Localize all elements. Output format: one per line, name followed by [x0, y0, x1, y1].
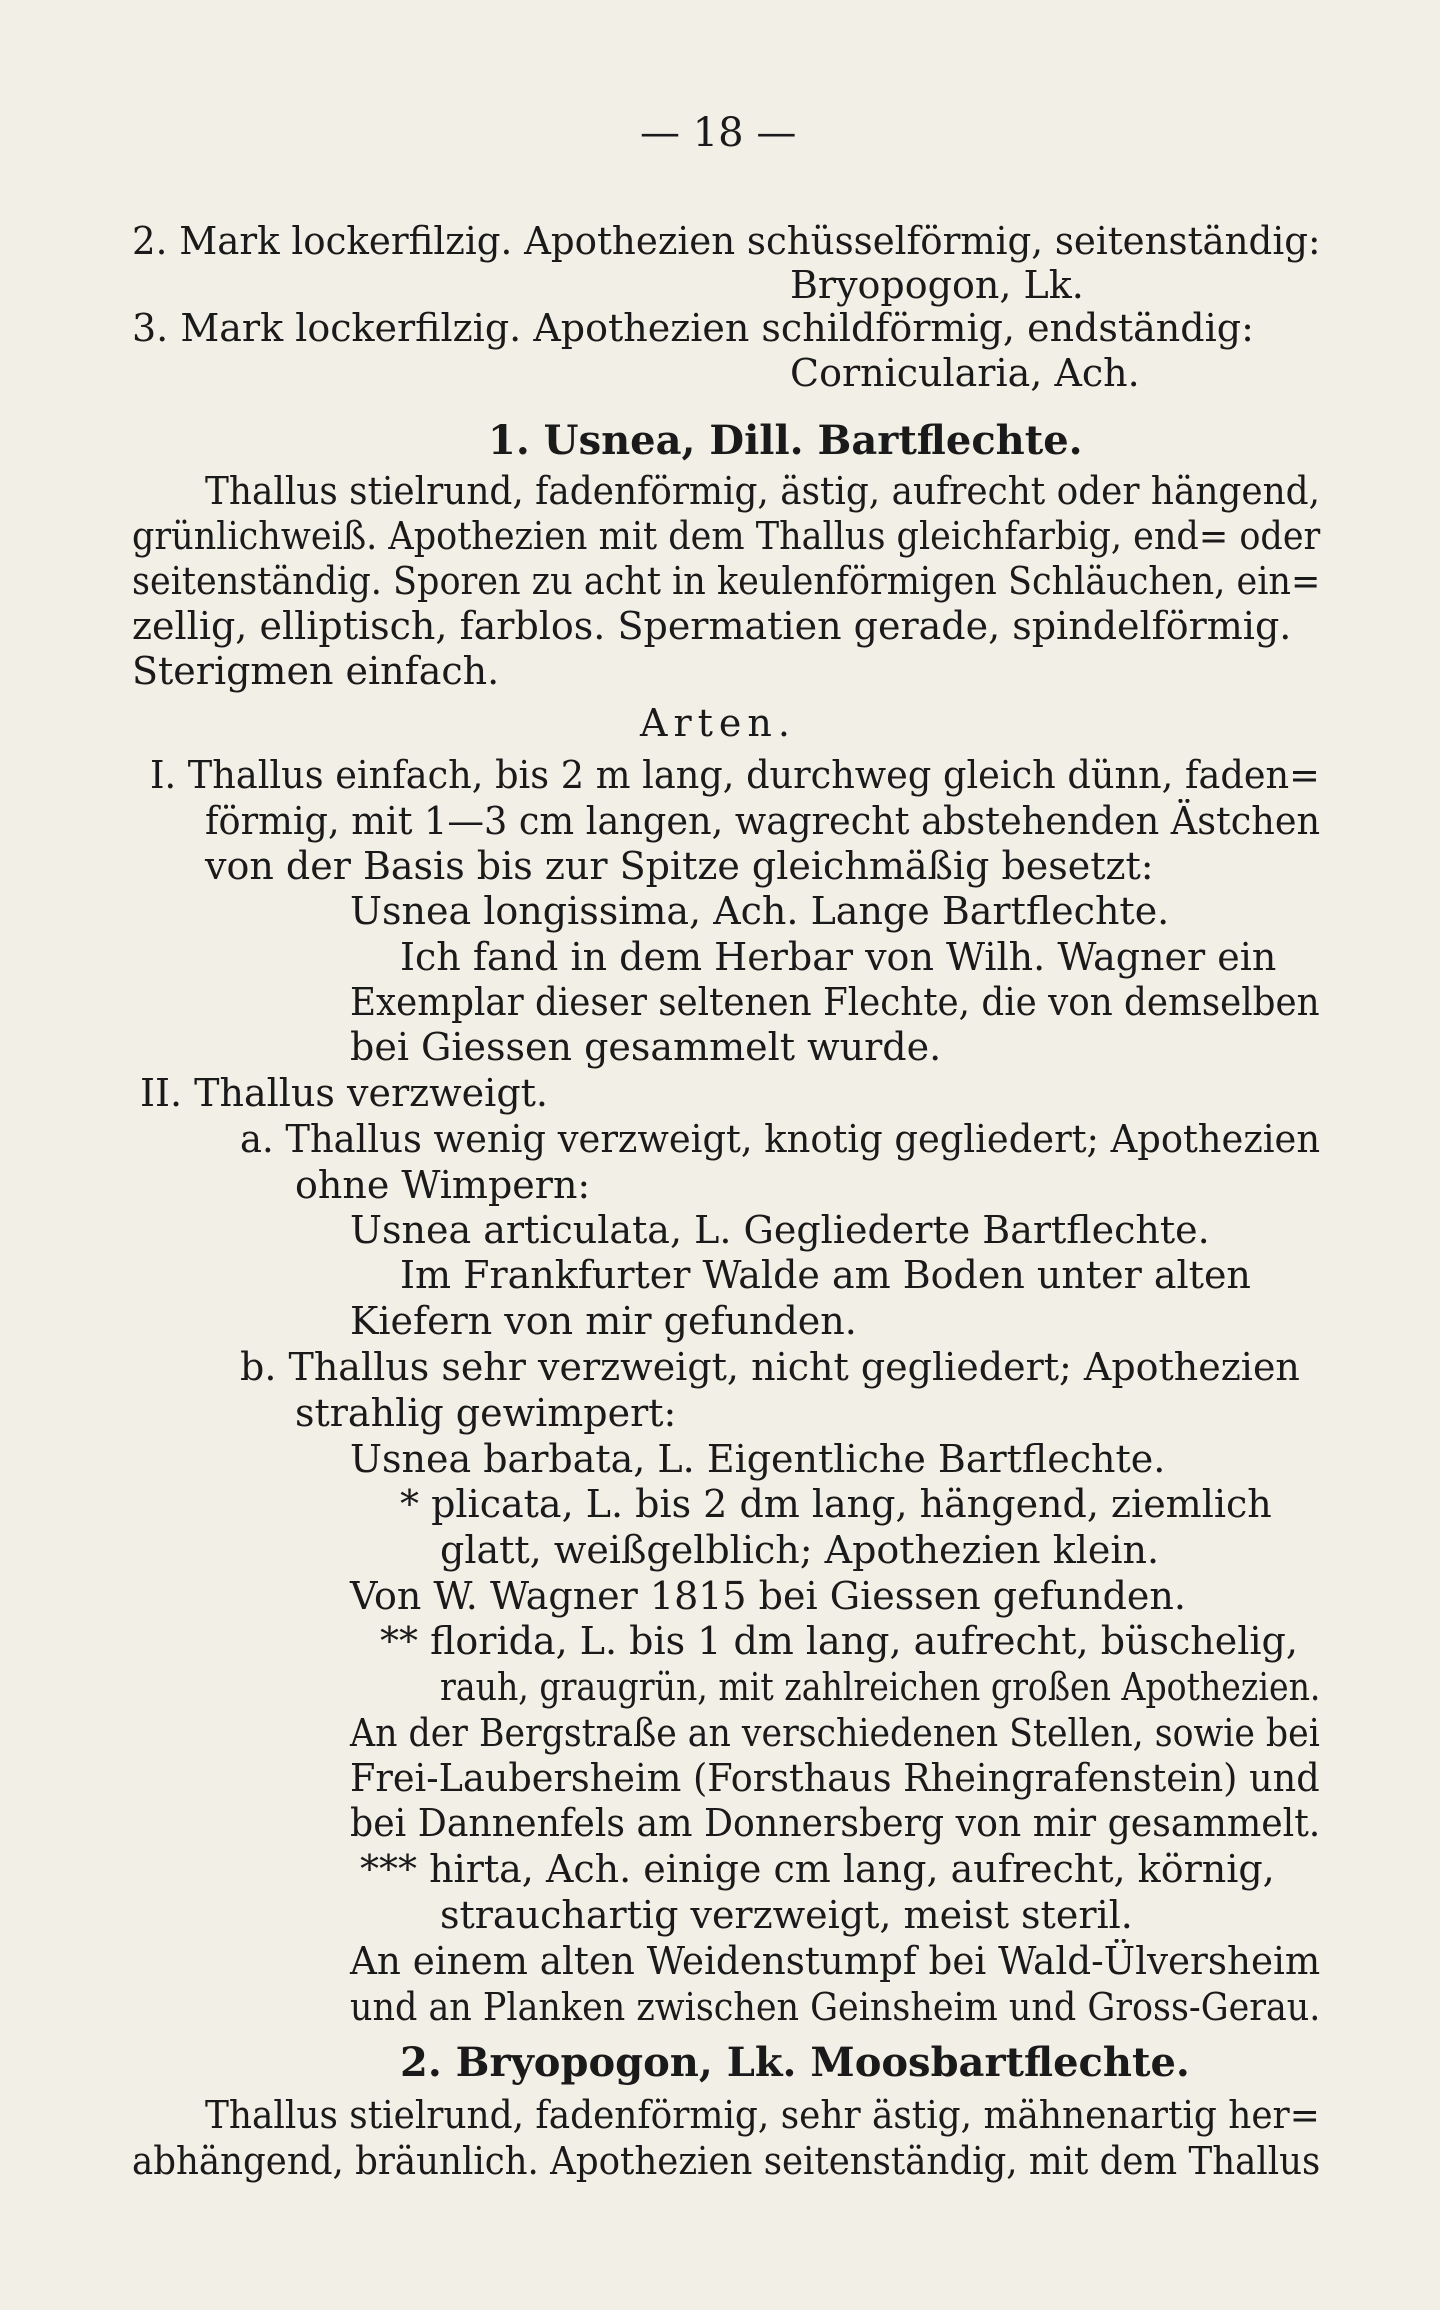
- bryopogon-description-line: Thallus stielrund, fadenförmig, sehr ästig, mähnenartig her=: [205, 2093, 1320, 2137]
- species-line: ohne Wimpern:: [295, 1163, 591, 1207]
- genus-heading-usnea: 1. Usnea, Dill. Bartflechte.: [488, 417, 1083, 464]
- page-number: — 18 —: [640, 110, 797, 156]
- species-line: * plicata, L. bis 2 dm lang, hängend, ziemlich: [400, 1482, 1272, 1526]
- species-line: von der Basis bis zur Spitze gleichmäßig besetzt:: [205, 844, 1154, 888]
- bryopogon-description-line: abhängend, bräunlich. Apothezien seitenständig, mit dem Thallus: [132, 2139, 1321, 2183]
- species-line: Frei-Laubersheim (Forsthaus Rheingrafenstein) und: [350, 1756, 1320, 1800]
- species-line: Kiefern von mir gefunden.: [350, 1299, 857, 1343]
- species-line: Exemplar dieser seltenen Flechte, die von demselben: [350, 980, 1320, 1024]
- species-line: bei Dannenfels am Donnersberg von mir gesammelt.: [350, 1801, 1321, 1845]
- usnea-description-line: Sterigmen einfach.: [132, 649, 500, 693]
- species-line: und an Planken zwischen Geinsheim und Gross-Gerau.: [350, 1985, 1321, 2029]
- species-line: ** florida, L. bis 1 dm lang, aufrecht, büschelig,: [380, 1619, 1298, 1663]
- species-line: Usnea barbata, L. Eigentliche Bartflechte.: [350, 1437, 1166, 1481]
- species-line: Ich fand in dem Herbar von Wilh. Wagner ein: [400, 935, 1277, 979]
- species-line: b. Thallus sehr verzweigt, nicht gegliedert; Apothezien: [240, 1345, 1300, 1389]
- species-line: *** hirta, Ach. einige cm lang, aufrecht, körnig,: [360, 1847, 1275, 1891]
- species-line: rauh, graugrün, mit zahlreichen großen Apothezien.: [440, 1665, 1321, 1709]
- species-line: An einem alten Weidenstumpf bei Wald-Ülversheim: [350, 1939, 1321, 1983]
- species-line: I. Thallus einfach, bis 2 m lang, durchweg gleich dünn, faden=: [150, 753, 1320, 797]
- species-line: Im Frankfurter Walde am Boden unter alten: [400, 1253, 1251, 1297]
- key-line-2-genus: Bryopogon, Lk.: [790, 263, 1084, 307]
- key-line-3: 3. Mark lockerfilzig. Apothezien schildförmig, endständig:: [132, 306, 1254, 350]
- key-line-2: 2. Mark lockerfilzig. Apothezien schüsselförmig, seitenständig:: [132, 219, 1321, 263]
- genus-heading-bryopogon: 2. Bryopogon, Lk. Moosbartflechte.: [400, 2039, 1190, 2086]
- species-line: An der Bergstraße an verschiedenen Stellen, sowie bei: [350, 1711, 1320, 1755]
- species-line: a. Thallus wenig verzweigt, knotig gegliedert; Apothezien: [240, 1117, 1321, 1161]
- usnea-description-line: zellig, elliptisch, farblos. Spermatien gerade, spindelförmig.: [132, 604, 1292, 648]
- species-line: förmig, mit 1—3 cm langen, wagrecht abstehenden Ästchen: [205, 799, 1321, 843]
- usnea-description-line: Thallus stielrund, fadenförmig, ästig, aufrecht oder hängend,: [205, 469, 1321, 513]
- species-line: II. Thallus verzweigt.: [140, 1071, 548, 1115]
- species-line: glatt, weißgelblich; Apothezien klein.: [440, 1528, 1160, 1572]
- species-line: Usnea articulata, L. Gegliederte Bartflechte.: [350, 1208, 1210, 1252]
- species-line: Von W. Wagner 1815 bei Giessen gefunden.: [350, 1574, 1186, 1618]
- usnea-description-line: seitenständig. Sporen zu acht in keulenförmigen Schläuchen, ein=: [132, 559, 1321, 603]
- key-line-3-genus: Cornicularia, Ach.: [790, 351, 1140, 395]
- species-line: strahlig gewimpert:: [295, 1391, 677, 1435]
- arten-heading: Arten.: [640, 701, 796, 745]
- usnea-description-line: grünlichweiß. Apothezien mit dem Thallus gleichfarbig, end= oder: [132, 514, 1321, 558]
- species-line: bei Giessen gesammelt wurde.: [350, 1025, 942, 1069]
- species-line: strauchartig verzweigt, meist steril.: [440, 1893, 1133, 1937]
- species-line: Usnea longissima, Ach. Lange Bartflechte.: [350, 889, 1170, 933]
